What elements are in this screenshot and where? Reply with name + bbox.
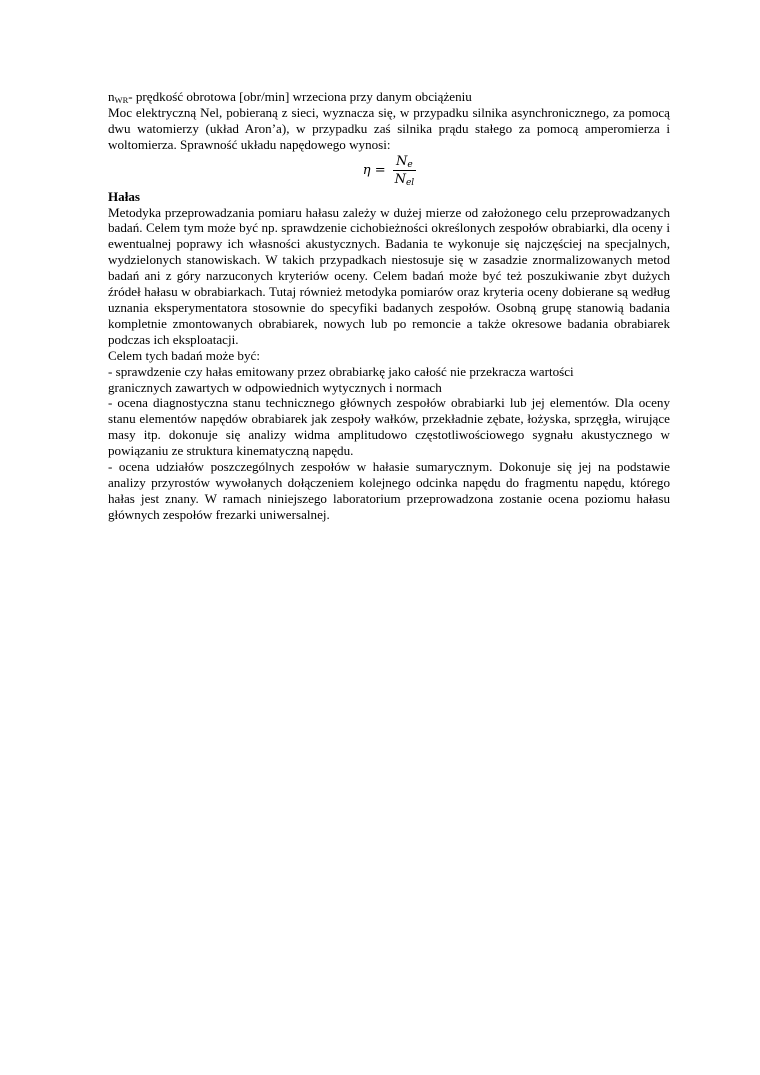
formula-lhs: η =	[362, 162, 386, 178]
symbol-n: n	[108, 89, 115, 104]
bullet-3: - ocena udziałów poszczególnych zespołów w hałasie sumarycznym. Dokonuje się jej na podstawie analizy przyrostów wywołanych dołączeniem kolejnego odcinka napędu do fragmentu napędu, którego hałas jest znany. W ramach niniejszego laboratorium przeprowadzona zostanie ocena poziomu hałasu głównych zespołów frezarki uniwersalnej.	[108, 459, 670, 522]
symbol-subscript: WR	[114, 95, 129, 105]
formula-fraction	[392, 154, 418, 187]
goals-intro: Celem tych badań może być:	[108, 347, 260, 363]
bullet-1-line-2: granicznych zawartych w odpowiednich wytycznych i normach	[108, 379, 442, 395]
noise-paragraph: Metodyka przeprowadzania pomiaru hałasu zależy w dużej mierze od założonego celu przeprowadzanych badań. Celem tym może być np. sprawdzenie cichobieżności określonych zespołów obrabiarki, dla oceny i ewentualnej poprawy ich własności akustycznych. Badania te wykonuje się najczęściej na specjalnych, wydzielonych stanowiskach. W takich przypadkach niestosuje się w zasadzie znormalizowanych metod badań ani z góry narzuconych kryteriów oceny. Celem badań może być też poszukiwanie zbyt dużych źródeł hałasu w obrabiarkach. Tutaj również metodyka pomiarów oraz kryteria oceny dobierane są według uznania eksperymentatora stosownie do specyfiki badanych zespołów. Osobną grupę stanowią badania kompletnie zmontowanych obrabiarek, nowych lub po remoncie a także okresowe badania obrabiarek podczas ich eksploatacji.	[108, 204, 670, 347]
bullet-1-line-1: - sprawdzenie czy hałas emitowany przez obrabiarkę jako całość nie przekracza wartości	[108, 363, 574, 379]
power-paragraph: Moc elektryczną Nel, pobieraną z sieci, wyznacza się, w przypadku silnika asynchronicznego, za pomocą dwu watomierzy (układ Aron’a), w przypadku zaś silnika prądu stałego za pomocą amperomierza i woltomierza. Sprawność układu napędowego wynosi:	[108, 104, 670, 152]
bullet-2: - ocena diagnostyczna stanu technicznego głównych zespołów obrabiarki lub jej elementów. Dla oceny stanu elementów napędów obrabiarek jak zespoły wałków, przekładnie zębate, łożyska, sprzęgła, wirujące masy itp. dokonuje się analizy widma amplitudowo częstotliwościowego sygnału akustycznego w powiązaniu ze struktura kinematyczną napędu.	[108, 395, 670, 459]
symbol-description: - prędkość obrotowa [obr/min] wrzeciona przy danym obciążeniu	[128, 89, 472, 104]
document-page	[108, 89, 670, 523]
section-heading: Hałas	[108, 188, 141, 204]
efficiency-formula	[110, 153, 670, 189]
formula-denominator: Nel	[394, 172, 415, 189]
symbol-definition-line	[108, 89, 670, 105]
formula-numerator: Ne	[393, 154, 416, 171]
